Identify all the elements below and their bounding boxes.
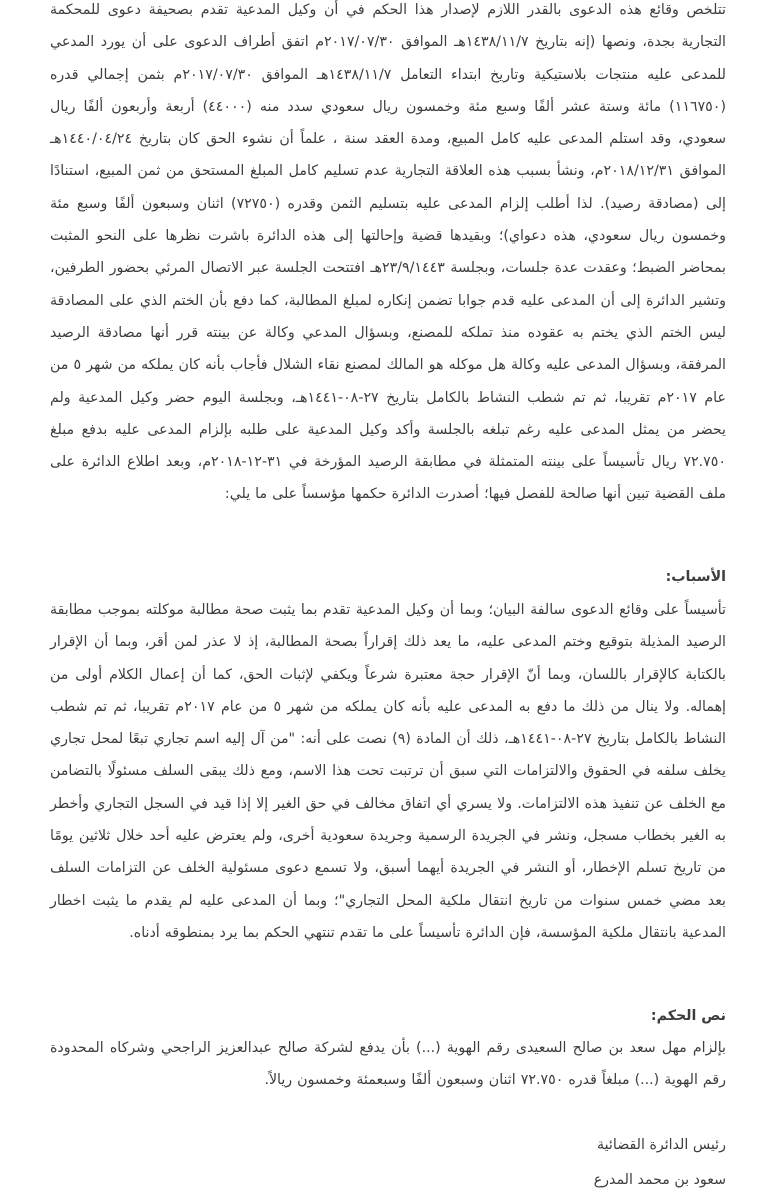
reasons-paragraph: تأسيساً على وقائع الدعوى سالفة البيان؛ وبما أن وكيل المدعية تقدم بما يثبت صحة مطالبة موكلته بموجب مطابقة الرصيد المذيلة بتوقيع وختم المدعى عليه، ما يعد ذلك إقراراً بصحة المطالبة، إذ لا عذر لمن أقر، وبما أن الإقرار بالكتابة كالإقرار باللسان، وبما أنّ الإقرار حجة معتبرة شرعاً ويكفي لإثبات الحق، كما أن إعمال الكلام أولى من إهماله. ولا ينال من ذلك ما دفع به المدعى عليه بأنه كان يملكه من شهر ٥ من عام ٢٠١٧م تقريبا، ثم تم شطب النشاط بالكامل بتاريخ ٢٧-٠٨-١٤٤١هـ، ذلك أن المادة (٩) نصت على أنه: "من آل إليه اسم تجاري تبعًا لمحل تجاري يخلف سلفه في الحقوق والالتزامات التي سبق أن ترتبت تحت هذا الاسم، ومع ذلك يبقى السلف مسئولًا بالتضامن مع الخلف عن تنفيذ هذه الالتزامات. ولا يسري أي اتفاق مخالف في حق الغير إلا إذا قيد في السجل التجاري وأخطر به الغير بخطاب مسجل، ونشر في الجريدة الرسمية وجريدة سعودية أخرى، ولم يعترض عليه أحد خلال ثلاثين يومًا من تاريخ تسلم الإخطار، أو النشر في الجريدة أيهما أسبق، ولا تسمع دعوى مسئولية الخلف عن التزامات السلف بعد مضي خمس سنوات من تاريخ انتقال ملكية المحل التجاري"؛ وبما أن المدعى عليه لم يقدم ما يثبت اخطار المدعية بانتقال ملكية المؤسسة، فإن الدائرة تأسيساً على ما تقدم تنتهي الحكم بما يرد بمنطوقه أدناه.: [50, 602, 727, 941]
signature-name: سعود بن محمد المدرع: [593, 1172, 726, 1188]
facts-section: [50, 0, 726, 511]
signature-title: رئيس الدائرة القضائية: [597, 1137, 726, 1153]
ruling-paragraph: بإلزام مهل سعد بن صالح السعيدى رقم الهوية (...) بأن يدفع لشركة صالح عبدالعزيز الراجحي وشركاه المحدودة رقم الهوية (...) مبلغاً قدره ٧٢.٧٥٠ اثنان وسبعون ألفًا وسبعمئة وخمسون ريالاً.: [50, 1040, 726, 1089]
ruling-section: [50, 1032, 726, 1097]
facts-paragraph: تتلخص وقائع هذه الدعوى بالقدر اللازم لإصدار هذا الحكم في أن وكيل المدعية تقدم بصحيفة دعوى للمحكمة التجارية بجدة، ونصها (إنه بتاريخ ١٤٣٨/١١/٧هـ الموافق ٢٠١٧/٠٧/٣٠م اتفق أطراف الدعوى على أن يورد المدعي للمدعى عليه منتجات بلاستيكية وتاريخ ابتداء التعامل ١٤٣٨/١١/٧هـ الموافق ٢٠١٧/٠٧/٣٠م بثمن إجمالي قدره (١١٦٧٥٠) مائة وستة عشر ألفًا وسبع مئة وخمسون ريال سعودي سدد منه (٤٤٠٠٠) أربعة وأربعون ألفًا ريال سعودي، وقد استلم المدعى عليه كامل المبيع، ومدة العقد سنة ، علماً أن نشوء الحق كان بتاريخ ١٤٤٠/٠٤/٢٤هـ الموافق ٢٠١٨/١٢/٣١م، ونشأ بسبب هذه العلاقة التجارية عدم تسليم كامل المبلغ المستحق من ثمن المبيع، استنادًا إلى (مصادقة رصيد). لذا أطلب إلزام المدعى عليه بتسليم الثمن وقدره (٧٢٧٥٠) اثنان وسبعون ألفًا وسبع مئة وخمسون ريال سعودي، هذه دعواي)؛ وبقيدها قضية وإحالتها إلى هذه الدائرة باشرت نظرها على النحو المثبت بمحاضر الضبط؛ وعقدت عدة جلسات، وبجلسة ٢٣/٩/١٤٤٣هـ افتتحت الجلسة عبر الاتصال المرئي بحضور الطرفين، وتشير الدائرة إلى أن المدعى عليه قدم جوابا تضمن إنكاره لمبلغ المطالبة، كما دفع بأن الختم الذي على المصادقة ليس الختم الذي يختم به عقوده منذ تملكه للمصنع، وبسؤال المدعي وكالة عن بينته قرر أنها مصادقة الرصيد المرفقة، وبسؤال المدعى عليه وكالة هل موكله هو المالك لمصنع نقاء الشلال فأجاب بأنه كان يملكه من شهر ٥ من عام ٢٠١٧م تقريبا، ثم تم شطب النشاط بالكامل بتاريخ ٢٧-٠٨-١٤٤١هـ، وبجلسة اليوم حضر وكيل المدعية ولم يحضر من يمثل المدعى عليه رغم تبلغه بالجلسة وأكد وكيل المدعية على طلبه بإلزام المدعى عليه بدفع مبلغ ٧٢.٧٥٠ ريال تأسيساً على بينته المتمثلة في مطابقة الرصيد المؤرخة في ٣١-١٢-٢٠١٨م، وبعد اطلاع الدائرة على ملف القضية تبين أنها صالحة للفصل فيها؛ أصدرت الدائرة حكمها مؤسساً على ما يلي:: [50, 2, 727, 503]
ruling-heading: نص الحكم:: [650, 1008, 726, 1024]
reasons-heading: الأسباب:: [665, 569, 726, 585]
reasons-section: [50, 594, 726, 949]
